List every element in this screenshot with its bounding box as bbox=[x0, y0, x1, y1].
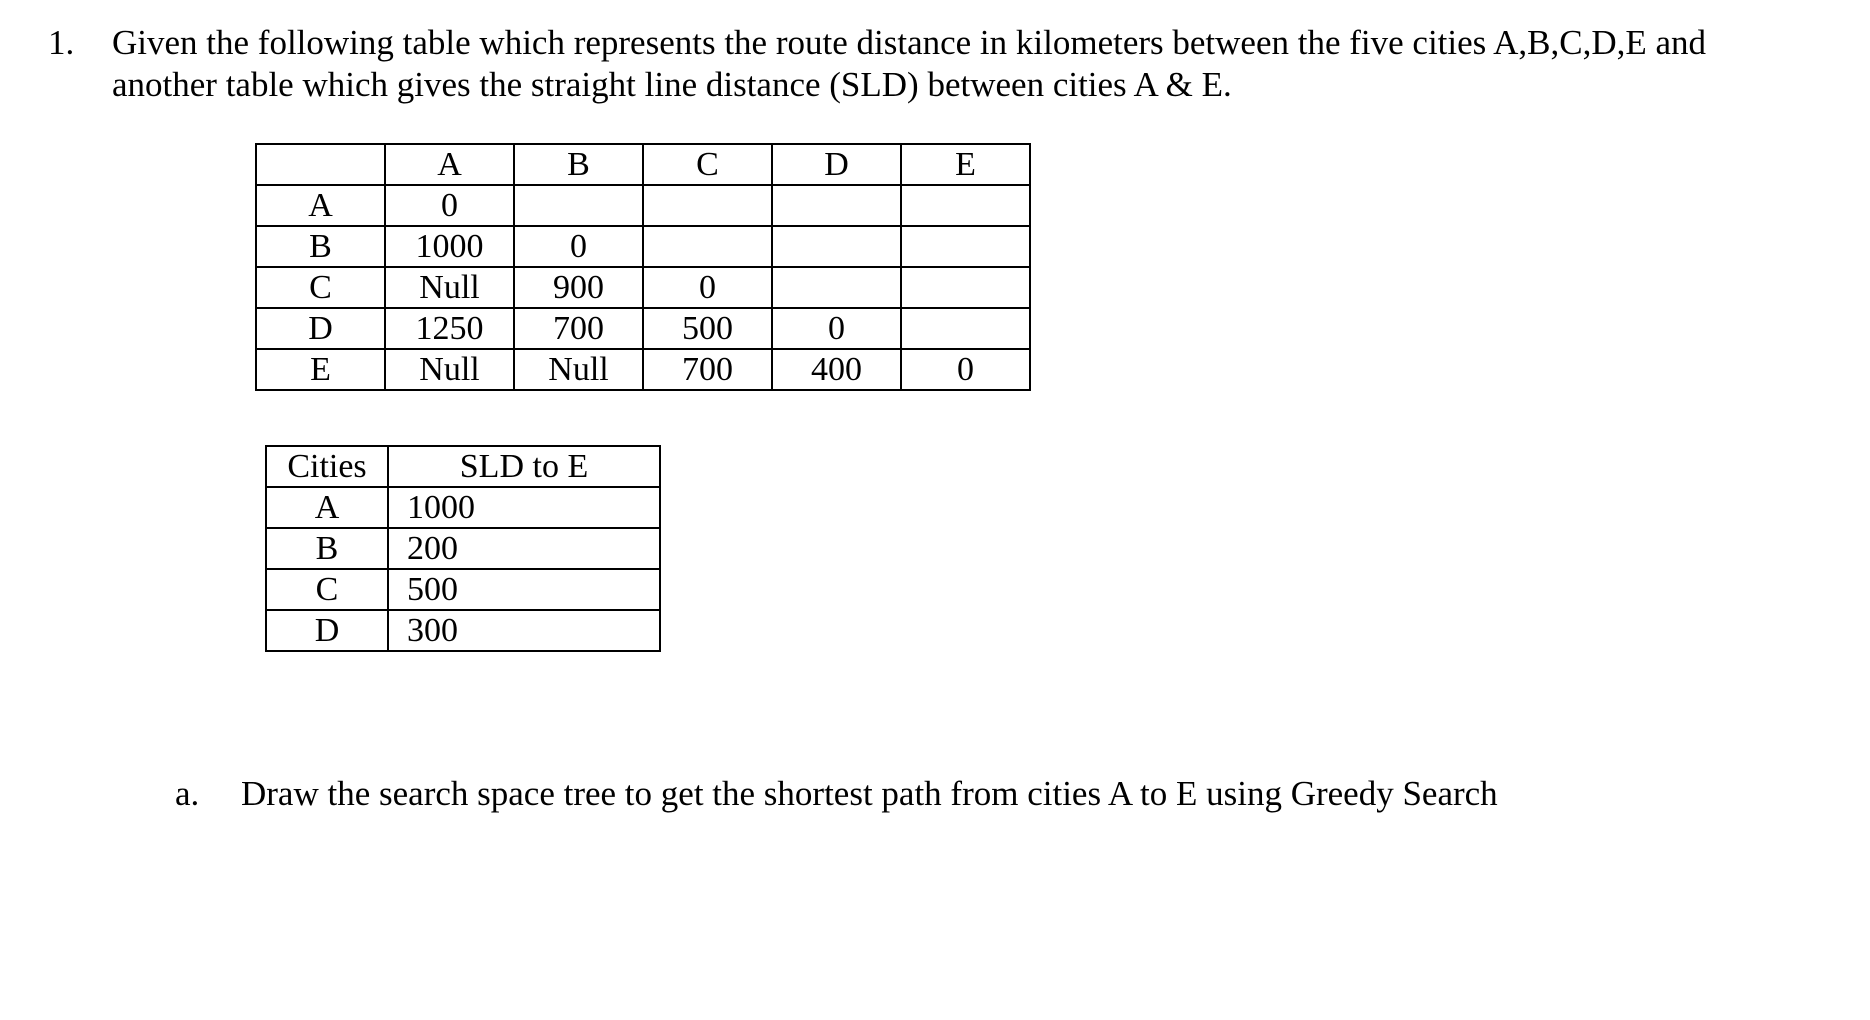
sld-city-cell: B bbox=[266, 528, 388, 569]
distance-cell: Null bbox=[514, 349, 643, 390]
table-row bbox=[256, 226, 1030, 267]
sld-header-distance: SLD to E bbox=[388, 446, 660, 487]
sld-header-cities: Cities bbox=[266, 446, 388, 487]
subquestion-text: Draw the search space tree to get the shortest path from cities A to E using Greedy Search bbox=[241, 774, 1498, 813]
distance-cell: 0 bbox=[643, 267, 772, 308]
question-number: 1. bbox=[48, 23, 75, 62]
distance-cell: 0 bbox=[385, 185, 514, 226]
sld-value-cell: 300 bbox=[388, 610, 660, 651]
sld-city-cell: C bbox=[266, 569, 388, 610]
sld-city-cell: D bbox=[266, 610, 388, 651]
distance-cell: Null bbox=[385, 267, 514, 308]
distance-cell: 0 bbox=[772, 308, 901, 349]
table-row bbox=[266, 487, 660, 528]
distance-cell: 700 bbox=[643, 349, 772, 390]
sld-value-cell: 1000 bbox=[388, 487, 660, 528]
distance-cell: 500 bbox=[643, 308, 772, 349]
distance-row-label: B bbox=[256, 226, 385, 267]
distance-header-cell: C bbox=[643, 144, 772, 185]
distance-row-label: A bbox=[256, 185, 385, 226]
subquestion-label: a. bbox=[175, 774, 200, 813]
distance-cell: 1250 bbox=[385, 308, 514, 349]
distance-header-cell bbox=[256, 144, 385, 185]
distance-cell: 0 bbox=[901, 349, 1030, 390]
distance-table-header-row bbox=[256, 144, 1030, 185]
distance-row-label: D bbox=[256, 308, 385, 349]
table-row bbox=[256, 308, 1030, 349]
distance-cell bbox=[901, 308, 1030, 349]
distance-row-label: C bbox=[256, 267, 385, 308]
distance-header-cell: A bbox=[385, 144, 514, 185]
distance-cell bbox=[643, 226, 772, 267]
table-row bbox=[266, 569, 660, 610]
distance-cell: 900 bbox=[514, 267, 643, 308]
distance-cell: Null bbox=[385, 349, 514, 390]
question-text bbox=[112, 22, 1812, 106]
sld-value-cell: 200 bbox=[388, 528, 660, 569]
distance-cell bbox=[514, 185, 643, 226]
sld-value-cell: 500 bbox=[388, 569, 660, 610]
distance-cell bbox=[643, 185, 772, 226]
distance-table bbox=[255, 143, 1031, 391]
distance-cell bbox=[901, 226, 1030, 267]
table-row bbox=[256, 185, 1030, 226]
table-row bbox=[266, 610, 660, 651]
table-row bbox=[256, 267, 1030, 308]
sld-city-cell: A bbox=[266, 487, 388, 528]
question-line-1: Given the following table which represents the route distance in kilometers between the five cities A,B,C,D,E and bbox=[112, 23, 1707, 62]
distance-cell bbox=[772, 267, 901, 308]
distance-header-cell: E bbox=[901, 144, 1030, 185]
sld-table-header-row bbox=[266, 446, 660, 487]
distance-cell bbox=[772, 226, 901, 267]
distance-header-cell: D bbox=[772, 144, 901, 185]
distance-cell: 400 bbox=[772, 349, 901, 390]
question-line-2: another table which gives the straight line distance (SLD) between cities A & E. bbox=[112, 65, 1232, 104]
table-row bbox=[256, 349, 1030, 390]
distance-cell: 1000 bbox=[385, 226, 514, 267]
table-row bbox=[266, 528, 660, 569]
distance-header-cell: B bbox=[514, 144, 643, 185]
distance-row-label: E bbox=[256, 349, 385, 390]
distance-cell bbox=[772, 185, 901, 226]
distance-cell bbox=[901, 267, 1030, 308]
distance-cell: 0 bbox=[514, 226, 643, 267]
distance-cell: 700 bbox=[514, 308, 643, 349]
sld-table bbox=[265, 445, 661, 652]
distance-cell bbox=[901, 185, 1030, 226]
